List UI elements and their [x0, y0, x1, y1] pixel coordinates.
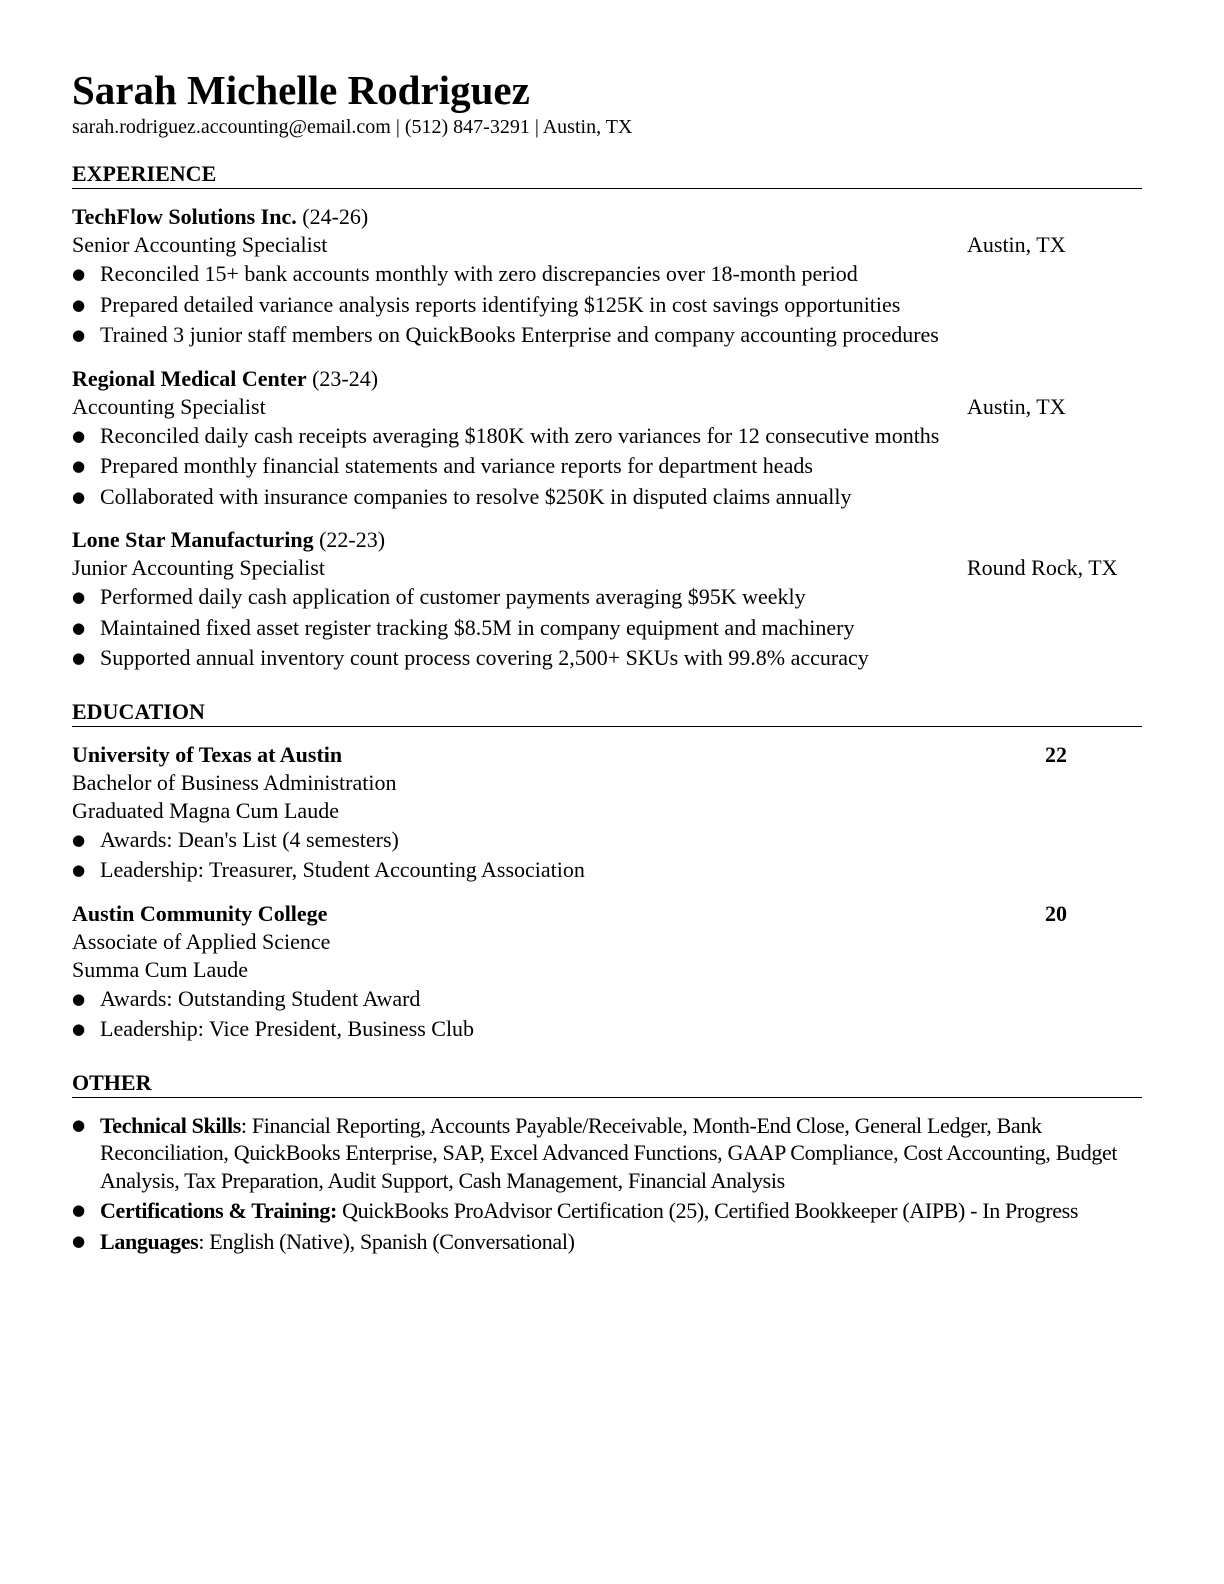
job-subheader [72, 393, 1122, 421]
other-item-technical-skills [72, 1112, 1142, 1195]
job-role: Junior Accounting Specialist [72, 555, 325, 580]
company-name: TechFlow Solutions Inc. [72, 204, 297, 229]
contact-line: sarah.rodriguez.accounting@email.com | (512) 847-3291 | Austin, TX [72, 116, 633, 138]
job-subheader [72, 554, 1122, 582]
honors: Graduated Magna Cum Laude [72, 797, 339, 823]
job-header [72, 526, 1122, 554]
job-location: Austin, TX [967, 393, 1066, 419]
other-bullets [72, 1112, 1142, 1256]
other-item-certifications [72, 1197, 1142, 1225]
bullet-item: ● Collaborated with insurance companies to resolve $250K in disputed claims annually [72, 482, 1142, 513]
education-entry [72, 741, 1142, 886]
bullet-item: ● Reconciled 15+ bank accounts monthly with zero discrepancies over 18-month period [72, 259, 1142, 290]
item-text: : English (Native), Spanish (Conversational) [198, 1228, 575, 1254]
job-bullets [72, 582, 1142, 674]
other-item-languages [72, 1228, 1142, 1256]
job-role: Accounting Specialist [72, 393, 266, 419]
job-role: Senior Accounting Specialist [72, 232, 328, 257]
job-dates: (23-24) [312, 365, 379, 391]
job-subheader [72, 231, 1122, 259]
bullet-item: ● Supported annual inventory count process covering 2,500+ SKUs with 99.8% accuracy [72, 643, 1142, 674]
item-label: Languages [100, 1228, 199, 1254]
job-dates: (22-23) [319, 527, 386, 552]
other-entry [72, 1112, 1142, 1256]
education-header [72, 900, 1122, 928]
bullet-item: ● Maintained fixed asset register tracking $8.5M in company equipment and machinery [72, 613, 1142, 644]
graduation-year: 22 [1045, 741, 1067, 767]
bullet-item: ● Awards: Outstanding Student Award [72, 984, 1142, 1015]
item-text: : Financial Reporting, Accounts Payable/Receivable, Month-End Close, General Ledger, Bank Reconciliation, QuickBooks Enterprise, SAP, Excel Advanced Functions, GAAP Compliance, Cost Accounting, Budget Analysis, Tax Preparation, Audit Support, Cash Management, Financial Analysis [100, 1112, 1118, 1193]
resume-page [72, 66, 1142, 1255]
school-name: Austin Community College [72, 900, 328, 926]
item-text: QuickBooks ProAdvisor Certification (25), Certified Bookkeeper (AIPB) - In Progress [336, 1198, 1079, 1223]
degree: Associate of Applied Science [72, 928, 331, 954]
job-location: Austin, TX [967, 232, 1066, 257]
company-name: Regional Medical Center [72, 365, 307, 391]
education-bullets [72, 984, 1142, 1045]
bullet-item: ● Prepared detailed variance analysis reports identifying $125K in cost savings opportunities [72, 290, 1142, 321]
honors: Summa Cum Laude [72, 956, 248, 982]
candidate-name: Sarah Michelle Rodriguez [72, 67, 530, 113]
degree: Bachelor of Business Administration [72, 769, 397, 795]
experience-heading: EXPERIENCE [72, 160, 1142, 189]
job-location: Round Rock, TX [967, 555, 1118, 580]
education-heading: EDUCATION [72, 698, 1142, 727]
bullet-item: ● Leadership: Vice President, Business Club [72, 1014, 1142, 1045]
job-bullets [72, 421, 1142, 513]
school-name: University of Texas at Austin [72, 741, 343, 767]
education-bullets [72, 825, 1142, 886]
bullet-item: ● Leadership: Treasurer, Student Accounting Association [72, 855, 1142, 886]
job-header [72, 365, 1122, 393]
bullet-item: ● Awards: Dean's List (4 semesters) [72, 825, 1142, 856]
bullet-item: ● Prepared monthly financial statements and variance reports for department heads [72, 451, 1142, 482]
company-name: Lone Star Manufacturing [72, 527, 314, 552]
bullet-item: ● Performed daily cash application of customer payments averaging $95K weekly [72, 582, 1142, 613]
education-header [72, 741, 1122, 769]
job-bullets [72, 259, 1142, 351]
bullet-item: ● Reconciled daily cash receipts averaging $180K with zero variances for 12 consecutive months [72, 421, 1142, 452]
bullet-item: ● Trained 3 junior staff members on QuickBooks Enterprise and company accounting procedures [72, 320, 1142, 351]
education-entry [72, 900, 1142, 1045]
job-header [72, 203, 1122, 231]
job-dates: (24-26) [302, 204, 369, 229]
graduation-year: 20 [1045, 900, 1067, 926]
item-label: Certifications & Training: [100, 1198, 337, 1223]
job-entry [72, 365, 1142, 513]
job-entry [72, 526, 1142, 674]
job-entry [72, 203, 1142, 351]
item-label: Technical Skills [100, 1112, 241, 1138]
other-heading: OTHER [72, 1069, 1142, 1098]
